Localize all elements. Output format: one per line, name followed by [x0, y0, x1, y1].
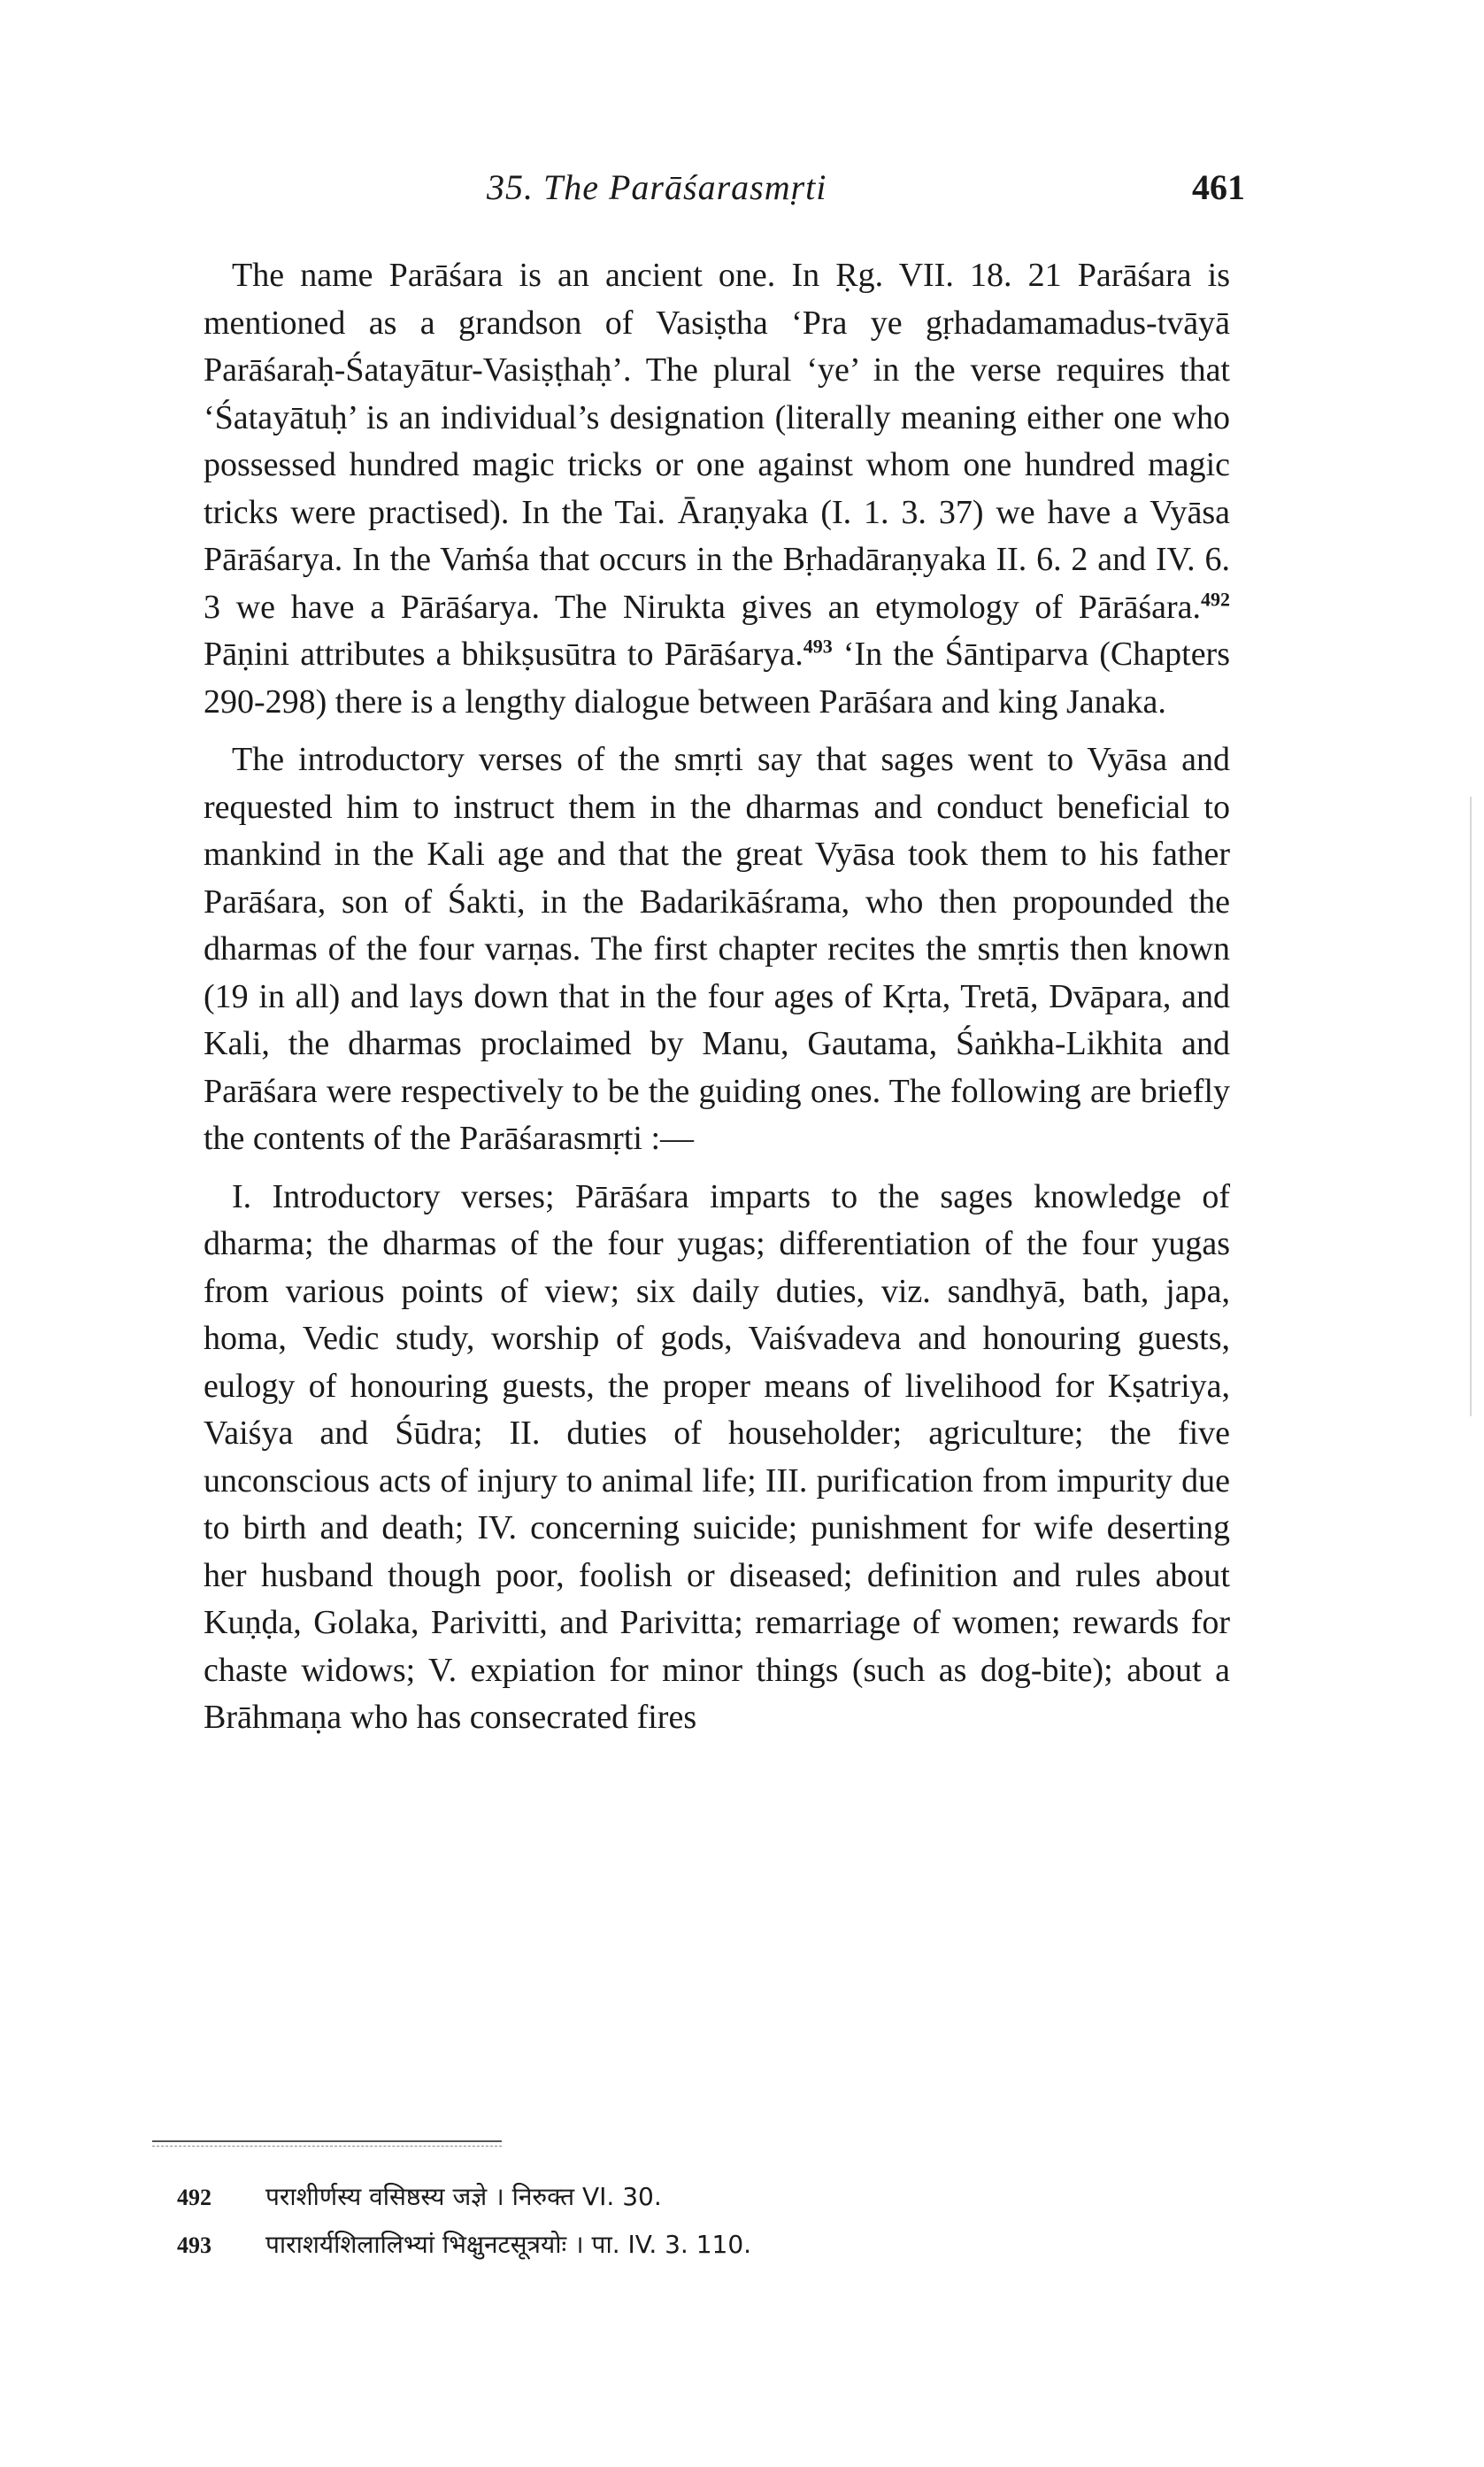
footnote-ref-492[interactable]: 492 — [1201, 587, 1230, 610]
footnote-ref-493[interactable]: 493 — [803, 635, 833, 658]
paragraph-1-text-3: ‘In the Śāntiparva (Chapters 290-298) there is a lengthy dialogue between Parāśara and king Janaka. — [204, 636, 1230, 721]
footnote-number: 492 — [177, 2185, 211, 2210]
footnote-text: पाराशर्यशिलालिभ्यां भिक्षुनटसूत्रयोः । पा. IV. 3. 110. — [265, 2230, 752, 2259]
paragraph-1 — [204, 252, 1230, 726]
paragraph-3: I. Introductory verses; Pārāśara imparts to the sages knowledge of dharma; the dharmas of the four yugas; differentiation of the four yugas from various points of view; six daily duties, viz. sandhyā, bath, japa, homa, Vedic study, worship of gods, Vaiśvadeva and honouring guests, eulogy of honouring guests, the proper means of livelihood for Kṣatriya, Vaiśya and Śūdra; II. duties of householder; agriculture; the five unconscious acts of injury to animal life; III. purification from impurity due to birth and death; IV. concerning suicide; punishment for wife deserting her husband though poor, foolish or diseased; definition and rules about Kuṇḍa, Golaka, Parivitti, and Parivitta; remarriage of women; rewards for chaste widows; V. expiation for minor things (such as dog-bite); about a Brāhmaṇa who has consecrated fires — [204, 1177, 1230, 1736]
page-header — [204, 166, 1245, 220]
body-text — [204, 252, 1230, 1753]
footnote-493 — [177, 2221, 1150, 2269]
footnote-divider-dashed — [152, 2146, 502, 2147]
page-number: 461 — [1192, 167, 1245, 207]
page-edge-shadow — [1470, 797, 1472, 1416]
footnote-text: पराशीर्णस्य वसिष्ठस्य जज्ञे । निरुक्त VI. 30. — [265, 2182, 662, 2211]
paragraph-1-text: The name Parāśara is an ancient one. In Ṛg. VII. 18. 21 Parāśara is mentioned as a grandson of Vasiṣtha ‘Pra ye gṛhadamamadus-tvāyā Parāśaraḥ-Śatayātur-Vasiṣṭhaḥ’. The plural ‘ye’ in the verse requires that ‘Śatayātuḥ’ is an individual’s designation (literally meaning either one who possessed hundred magic tricks or one against whom one hundred magic tricks were practised). In the Tai. Āraṇyaka (I. 1. 3. 37) we have a Vyāsa Pārāśarya. In the Vaṁśa that occurs in the Bṛhadāraṇyaka II. 6. 2 and IV. 6. 3 we have a Pārāśarya. The Nirukta gives an etymology of Pārāśara. — [204, 257, 1230, 626]
footnote-492 — [177, 2173, 1150, 2221]
footnote-divider — [152, 2140, 502, 2142]
running-head: 35. The Parāśarasmṛti — [487, 167, 827, 207]
paragraph-1-text-2: Pāṇini attributes a bhikṣusūtra to Pārāśarya. — [204, 636, 804, 673]
footnote-number: 493 — [177, 2232, 211, 2258]
paragraph-2: The introductory verses of the smṛti say that sages went to Vyāsa and requested him to instruct them in the dharmas and conduct beneficial to mankind in the Kali age and that the great Vyāsa took them to his father Parāśara, son of Śakti, in the Badarikāśrama, who then propounded the dharmas of the four varṇas. The first chapter recites the smṛtis then known (19 in all) and lays down that in the four ages of Kṛta, Tretā, Dvāpara, and Kali, the dharmas proclaimed by Manu, Gautama, Śaṅkha-Likhita and Parāśara were respectively to be the guiding ones. The following are briefly the contents of the Parāśarasmṛti :— — [204, 741, 1230, 1157]
footnotes — [177, 2173, 1150, 2269]
